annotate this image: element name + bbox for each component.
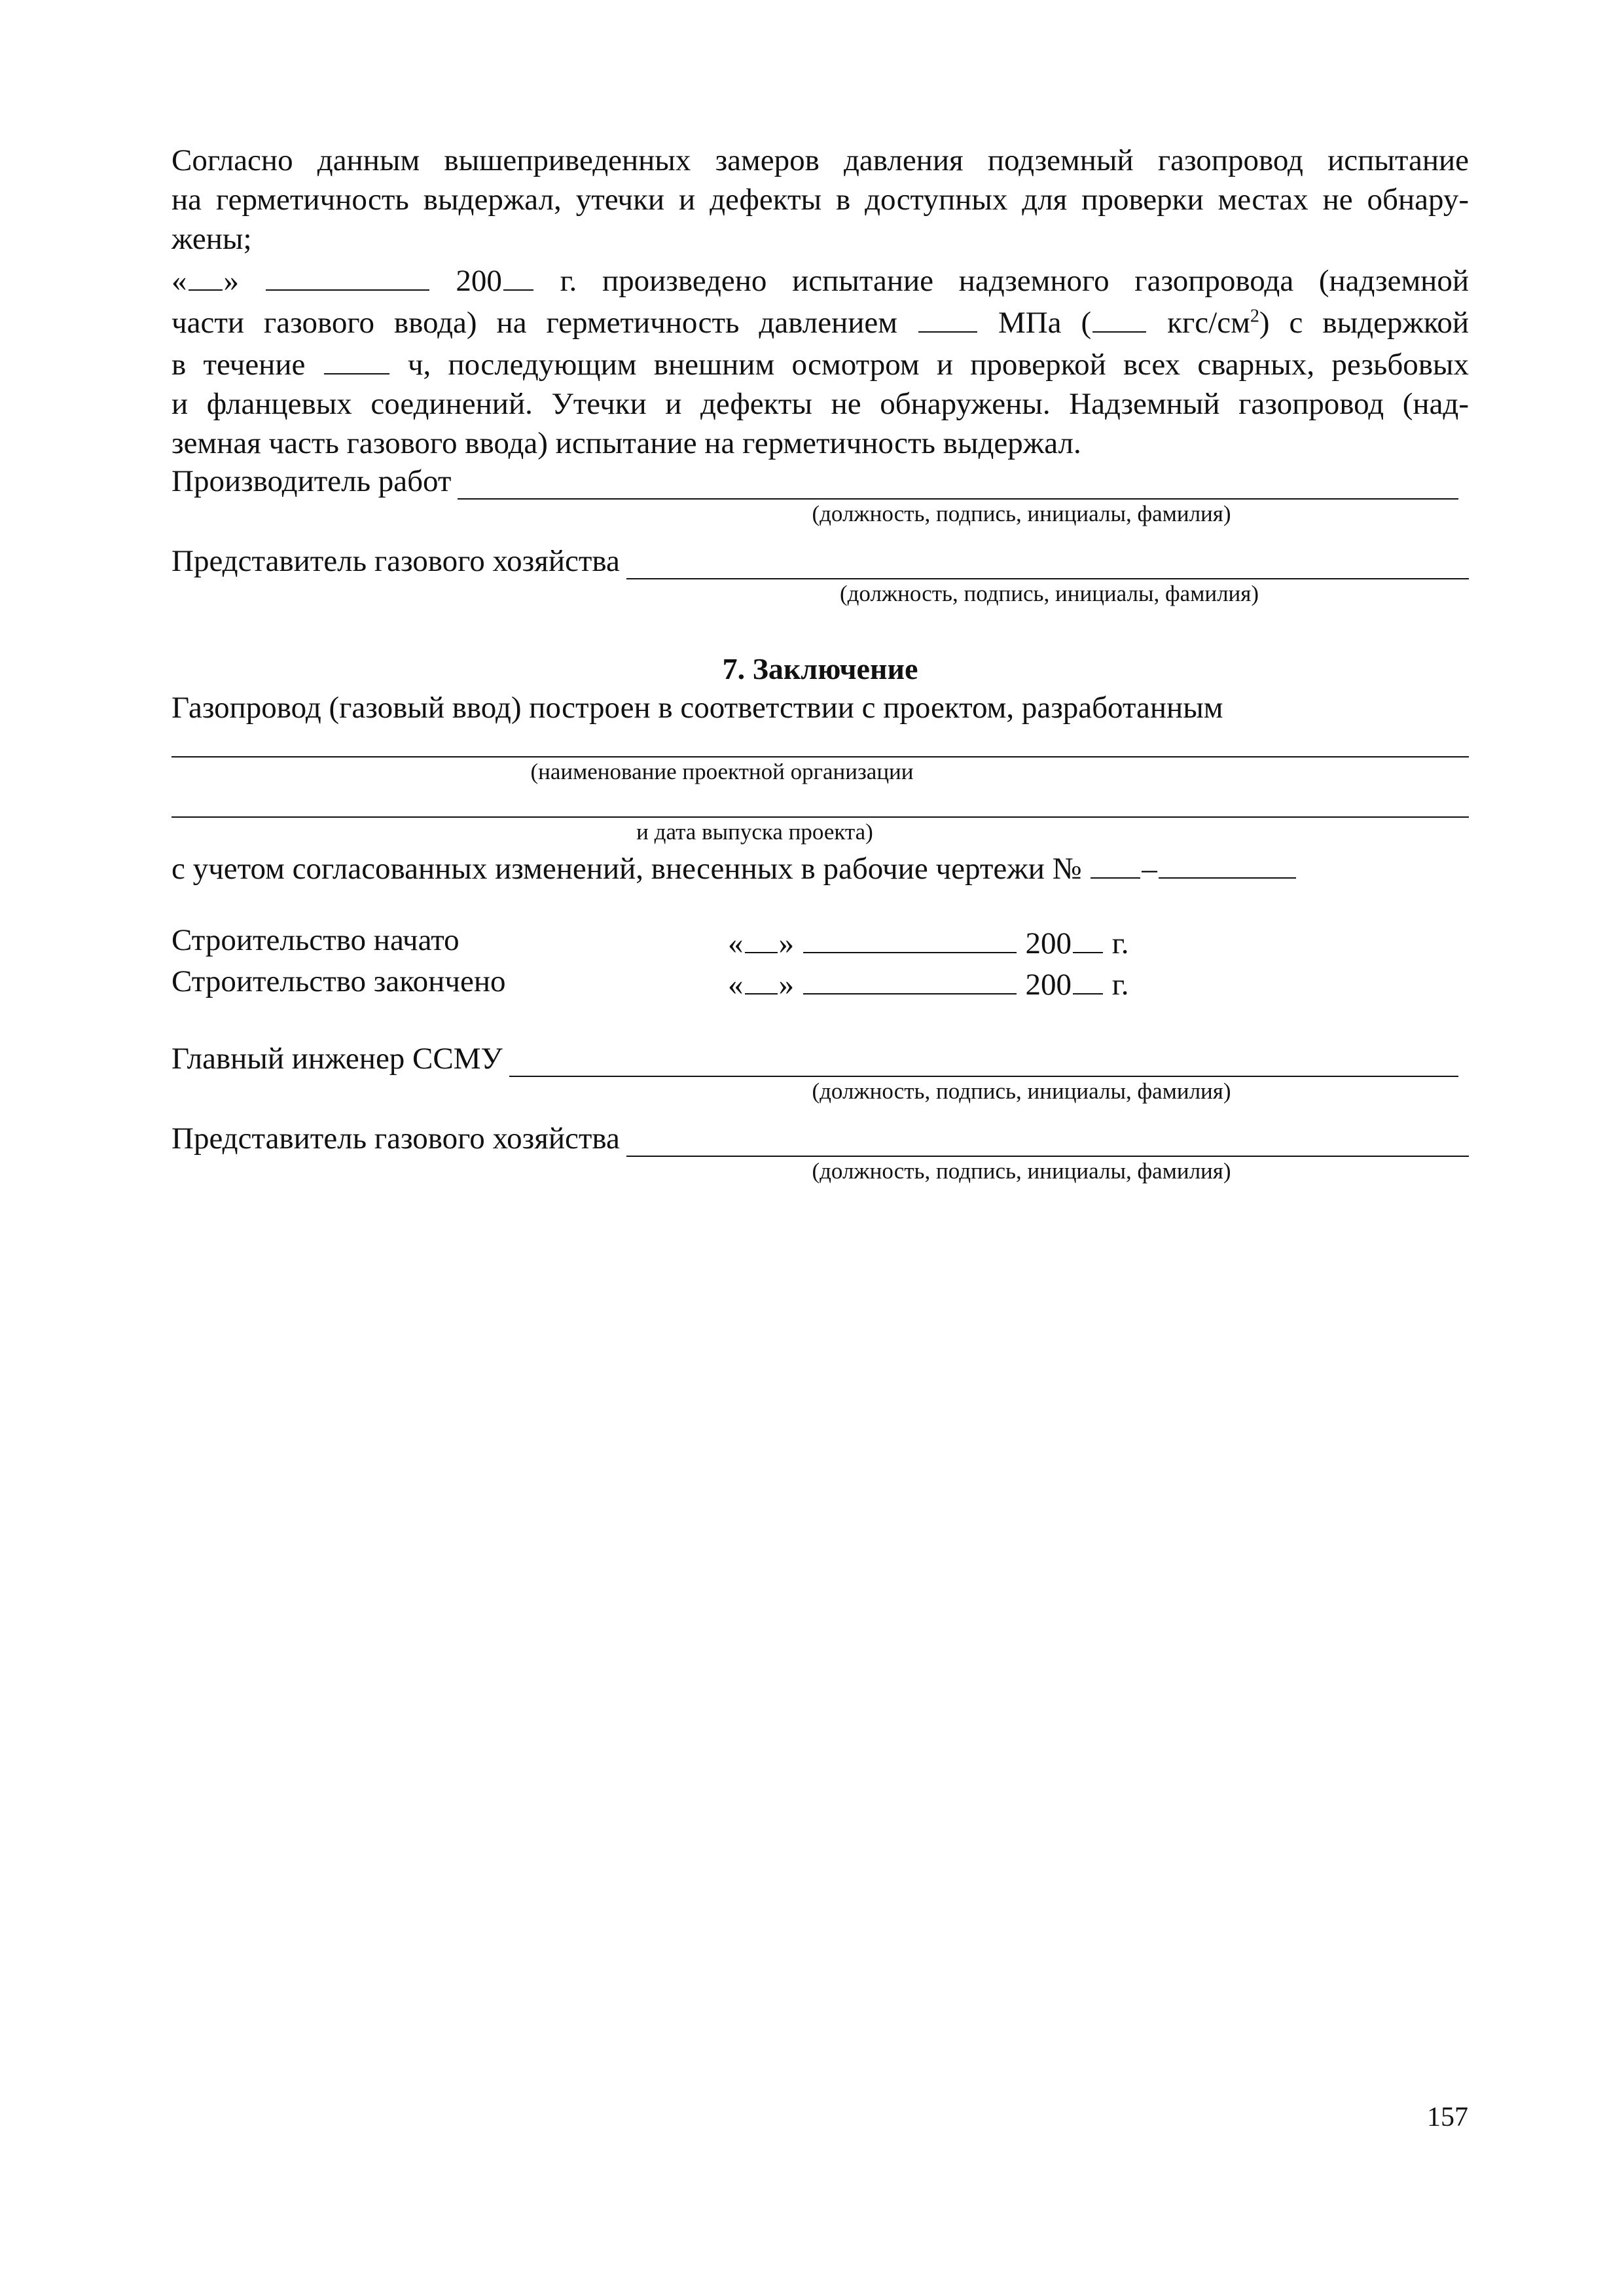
open-quote: « <box>728 926 744 960</box>
construction-dates <box>171 921 1469 1004</box>
finish-day-blank[interactable] <box>745 962 778 995</box>
gas-rep-caption-2: (должность, подпись, инициалы, фамилия) <box>812 1158 1231 1184</box>
test-line-1 <box>171 259 1469 301</box>
gas-rep-caption-1: (должность, подпись, инициалы, фамилия) <box>839 581 1259 606</box>
construction-finished-label: Строительство закончено <box>171 964 506 998</box>
producer-label: Производитель работ <box>171 464 452 498</box>
test-line-2 <box>171 301 1469 342</box>
section-title: 7. Заключение <box>722 652 918 685</box>
construction-started-date <box>728 921 1469 962</box>
changes-text: с учетом согласованных изменений, внесенных в рабочие чертежи № <box>171 852 1082 886</box>
chief-engineer-label: Главный инженер ССМУ <box>171 1042 503 1076</box>
finish-year-blank[interactable] <box>1073 962 1103 995</box>
hours-blank[interactable] <box>324 342 389 374</box>
finish-year-suffix: г. <box>1111 968 1129 1002</box>
start-year-prefix: 200 <box>1025 926 1072 960</box>
close-quote: » <box>223 264 239 298</box>
gas-rep-signature-line[interactable] <box>626 549 1469 579</box>
test-text-d: кгс/см <box>1167 306 1250 340</box>
test-text-a: г. произведено испытание надземного газопровода (надземной <box>560 264 1469 298</box>
chief-engineer-signature-line[interactable] <box>509 1047 1458 1077</box>
producer-caption: (должность, подпись, инициалы, фамилия) <box>812 501 1231 526</box>
month-blank[interactable] <box>266 259 429 291</box>
start-year-blank[interactable] <box>1073 921 1103 953</box>
gas-rep-signature-row-2 <box>171 1120 1469 1157</box>
start-year-suffix: г. <box>1111 926 1129 960</box>
gas-rep-signature-line-2[interactable] <box>626 1127 1469 1157</box>
test-line-4: и фланцевых соединений. Утечки и дефекты не обнаружены. Надземный газопровод (над- <box>171 387 1469 421</box>
pressure-kgf-blank[interactable] <box>1092 301 1146 333</box>
pressure-mpa-blank[interactable] <box>918 301 977 333</box>
test-line-3 <box>171 342 1469 384</box>
chief-engineer-signature-row <box>171 1040 1458 1077</box>
test-text-b: части газового ввода) на герметичность давлением <box>171 306 897 340</box>
gas-rep-label: Представитель газового хозяйства <box>171 544 620 578</box>
date-caption: и дата выпуска проекта) <box>636 819 873 845</box>
page-number: 157 <box>1427 2102 1468 2132</box>
test-text-e: ) с выдержкой <box>1259 306 1469 340</box>
start-day-blank[interactable] <box>745 921 778 953</box>
day-blank[interactable] <box>189 259 223 291</box>
changes-dash: – <box>1142 852 1157 886</box>
open-quote: « <box>171 264 187 298</box>
document-page <box>171 141 1469 1186</box>
close-quote: » <box>778 926 794 960</box>
construction-started-label: Строительство начато <box>171 923 460 957</box>
changes-line <box>171 847 1469 888</box>
intro-line-1: Согласно данным вышеприведенных замеров давления подземный газопровод испытание <box>171 143 1469 177</box>
finish-month-blank[interactable] <box>803 962 1017 995</box>
producer-signature-row <box>171 463 1458 500</box>
intro-line-3: жены; <box>171 222 252 256</box>
start-month-blank[interactable] <box>803 921 1017 953</box>
close-quote: » <box>778 968 794 1002</box>
producer-signature-line[interactable] <box>458 469 1458 500</box>
test-line-5: земная часть газового ввода) испытание на герметичность выдержал. <box>171 426 1081 460</box>
test-text-f: в течение <box>171 348 306 382</box>
chief-engineer-caption: (должность, подпись, инициалы, фамилия) <box>812 1078 1231 1104</box>
drawing-number-blank-2[interactable] <box>1159 847 1296 879</box>
gas-rep-label-2: Представитель газового хозяйства <box>171 1122 620 1156</box>
gas-rep-signature-row-1 <box>171 543 1469 579</box>
conclusion-text: Газопровод (газовый ввод) построен в соответствии с проектом, разработанным <box>171 691 1223 725</box>
drawing-number-blank-1[interactable] <box>1091 847 1140 879</box>
superscript-2: 2 <box>1250 306 1259 327</box>
intro-line-2: на герметичность выдержал, утечки и дефекты в доступных для проверки местах не обнару- <box>171 183 1469 217</box>
org-caption: (наименование проектной организации <box>530 759 914 784</box>
year-prefix: 200 <box>456 264 502 298</box>
year-blank[interactable] <box>503 259 533 291</box>
open-quote: « <box>728 968 744 1002</box>
test-text-c: МПа ( <box>998 306 1092 340</box>
construction-finished-date <box>728 962 1469 1004</box>
test-text-g: ч, последующим внешним осмотром и проверкой всех сварных, резьбовых <box>407 348 1470 382</box>
finish-year-prefix: 200 <box>1025 968 1072 1002</box>
